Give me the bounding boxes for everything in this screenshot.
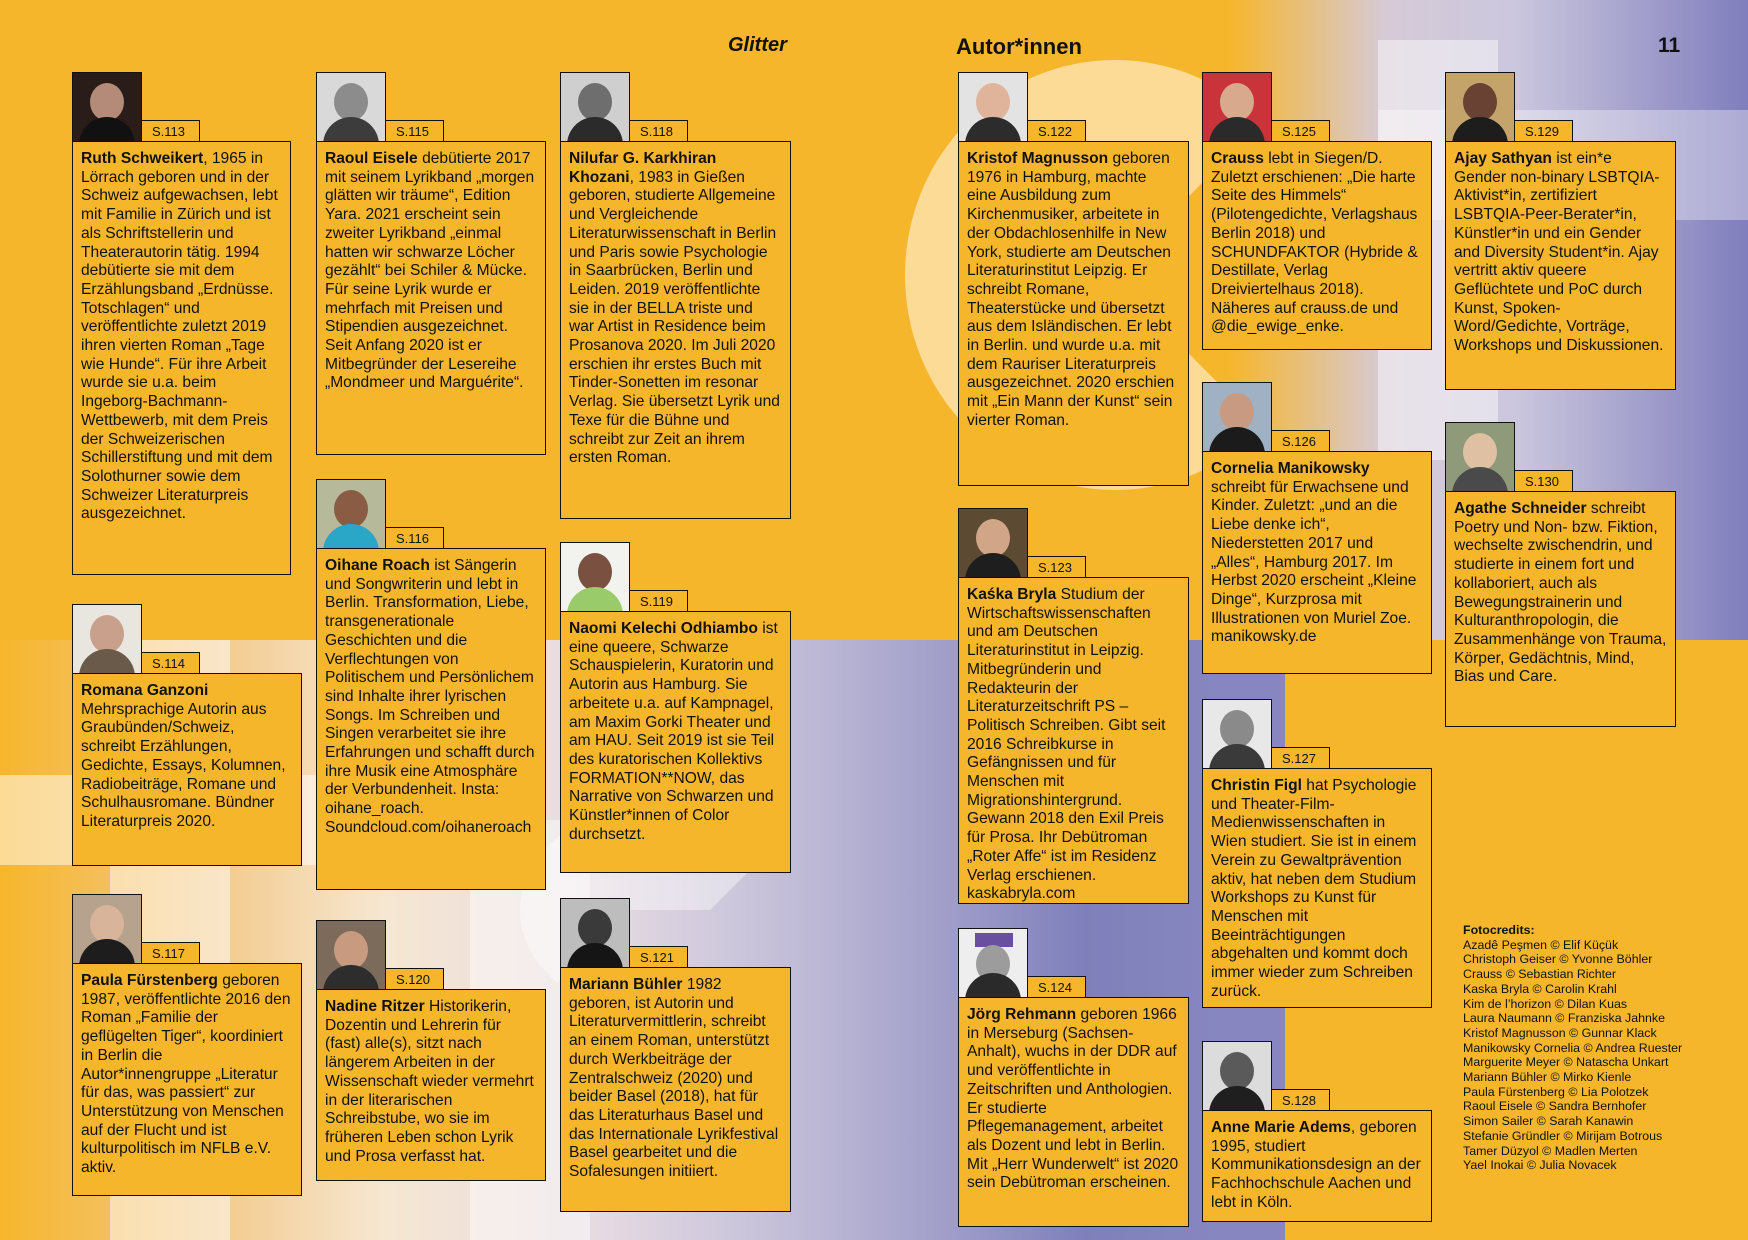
page-number: 11 [1658, 34, 1681, 57]
author-bio: schreibt Poetry und Non- bzw. Fiktion, wechselte zwischendrin, und studierte in einem fort und kollaboriert, auch als Bewegungstrainerin und Kulturanthropologin, die Zusammenhänge von Trauma, Körper, Gedächtnis, Mind, Bias und Care. [1454, 500, 1667, 686]
author-name: Agathe Schneider [1454, 500, 1587, 517]
author-photo [316, 920, 386, 990]
page-reference: S.124 [1028, 976, 1086, 997]
author-bio: Historikerin, Dozentin und Lehrerin für (fast) alle(s), sitzt nach längerem Arbeiten in der Wissenschaft wieder vermehrt in der literarischen Schreibstube, wo sie im früheren Leben schon Lyrik und Prosa verfasst hat. [325, 998, 534, 1165]
author-photo [560, 542, 630, 612]
author-bio: ist ein*e Gender non-binary LSBTQIA-Aktivist*in, zertifiziert LSBTQIA-Peer-Berater*in, Künstler*in und ein Gender and Diversity Student*in. Ajay vertritt aktiv queere Geflüchtete und PoC durch Kunst, Spoken-Word/Gedichte, Vorträge, Workshops und Diskussionen. [1454, 150, 1664, 355]
page-reference: S.114 [142, 652, 200, 673]
page-reference: S.122 [1028, 120, 1086, 141]
author-card [72, 141, 291, 575]
page-reference: S.126 [1272, 430, 1330, 451]
credit-line: Raoul Eisele © Sandra Bernhofer [1463, 1099, 1647, 1114]
author-bio: geboren 1987, veröffentlichte 2016 den Roman „Familie der geflügelten Tiger“, koordiniert in Berlin die Autor*innengruppe „Literatur für das, was passiert“ zur Unterstützung von Menschen auf der Flucht und ist kulturpolitisch im NFLB e.V. aktiv. [81, 972, 291, 1177]
author-name: Oihane Roach [325, 557, 430, 574]
author-photo [72, 894, 142, 964]
author-bio: schreibt für Erwachsene und Kinder. Zuletzt: „und an die Liebe denke ich“, Niederstetten 2017 und „Alles“, Hamburg 2017. Im Herbst 2020 erscheint „Kleine Dinge“, Kurzprosa mit Illustrationen von Muriel Zoe. manikowsky.de [1211, 478, 1417, 646]
author-name: Kaśka Bryla [967, 586, 1057, 603]
credit-line: Yael Inokai © Julia Novacek [1463, 1158, 1617, 1173]
author-name: Christin Figl [1211, 777, 1302, 794]
credit-line: Manikowsky Cornelia © Andrea Ruester [1463, 1040, 1683, 1055]
page-reference: S.129 [1515, 120, 1573, 141]
page-reference: S.127 [1272, 747, 1330, 768]
author-bio: , 1965 in Lörrach geboren und in der Schweiz aufgewachsen, lebt mit Familie in Zürich und ist als Schriftstellerin und Theaterautorin tätig. 1994 debütierte sie mit dem Erzählungsband „Erdnüsse. Totschlagen“ und veröffentlichte zuletzt 2019 ihren vierten Roman „Tage wie Hunde“. Für ihre Arbeit wurde sie u.a. beim Ingeborg-Bachmann-Wettbewerb, mit dem Preis der Schweizerischen Schillerstiftung und mit dem Solothurner sowie dem Schweizer Literaturpreis ausgezeichnet. [81, 150, 278, 523]
author-card [560, 967, 791, 1212]
author-photo [560, 72, 630, 142]
credit-line: Crauss © Sebastian Richter [1463, 967, 1617, 982]
page-reference: S.125 [1272, 120, 1330, 141]
photo-credits-title: Fotocredits: [1463, 923, 1535, 937]
author-card [560, 611, 791, 873]
author-name: Ruth Schweikert [81, 150, 204, 167]
author-bio: ist eine queere, Schwarze Schauspielerin, Kuratorin und Autorin aus Hamburg. Sie arbeitete u.a. auf Kampnagel, am Maxim Gorki Theater und am HAU. Seit 2019 ist sie Teil des kuratorischen Kollektivs FORMATION**NOW, das Narrative von Schwarzen und Künstler*innen of Color durchsetzt. [569, 620, 778, 843]
author-card [958, 141, 1189, 486]
author-card [72, 673, 302, 866]
author-name: Kristof Magnusson [967, 150, 1109, 167]
author-bio: geboren 1966 in Merseburg (Sachsen-Anhalt), wuchs in der DDR auf und veröffentlichte in Zeitschriften und Anthologien. Er studierte Pflegemanagement, arbeitet als Dozent und lebt in Berlin. Mit „Herr Wunderwelt“ ist 2020 sein Debütroman erscheinen. [967, 1006, 1179, 1192]
credit-line: Kristof Magnusson © Gunnar Klack [1463, 1025, 1657, 1040]
author-card [1202, 451, 1432, 674]
author-bio: hat Psychologie und Theater-Film-Medienwissenschaften in Wien studiert. Sie ist in einem Verein zu Gewaltprävention aktiv, hat neben dem Studium Workshops zu Kunst für Menschen mit Beeinträchtigungen abgehalten und kommt doch immer wieder zum Schreiben zurück. [1211, 777, 1417, 1000]
author-card [958, 997, 1189, 1227]
author-photo [1202, 699, 1272, 769]
credit-line: Marguerite Meyer © Natascha Unkart [1463, 1055, 1669, 1070]
credit-line: Kim de l’horizon © Dilan Kuas [1463, 996, 1628, 1011]
author-card [316, 989, 546, 1181]
page-reference: S.128 [1272, 1089, 1330, 1110]
author-bio: , 1983 in Gießen geboren, studierte Allgemeine und Vergleichende Literaturwissenschaft in Berlin und Paris sowie Psychologie in Saarbrücken, Berlin und Leiden. 2019 veröffentlichte sie in der BELLA triste und war Artist in Residence beim Prosanova 2020. Im Juli 2020 erschien ihr erstes Buch mit Tinder-Sonetten im resonar Verlag. Sie übersetzt Lyrik und Texe für die Bühne und schreibt zur Zeit an ihrem ersten Roman. [569, 168, 780, 467]
author-card [1445, 141, 1676, 390]
author-name: Raoul Eisele [325, 150, 418, 167]
page-reference: S.118 [630, 120, 688, 141]
author-bio: , geboren 1995, studiert Kommunikationsdesign an der Fachhochschule Aachen und lebt in Köln. [1211, 1119, 1421, 1211]
author-bio: debütierte 2017 mit seinem Lyrikband „morgen glätten wir träume“, Edition Yara. 2021 erscheint sein zweiter Lyrikband „einmal hatten wir schwarze Löcher gezählt“ bei Schiler & Mücke. Für seine Lyrik wurde er mehrfach mit Preisen und Stipendien ausgezeichnet. Seit Anfang 2020 ist er Mitbegründer der Lesereihe „Mondmeer und Marguérite“. [325, 150, 535, 392]
author-photo [72, 72, 142, 142]
author-card [1202, 768, 1432, 1008]
credit-line: Stefanie Gründler © Mirijam Botrous [1463, 1128, 1663, 1143]
credit-line: Christoph Geiser © Yvonne Böhler [1463, 952, 1653, 967]
author-name: Mariann Bühler [569, 976, 683, 993]
author-name: Jörg Rehmann [967, 1006, 1077, 1023]
author-photo [958, 928, 1028, 998]
author-name: Naomi Kelechi Odhiambo [569, 620, 758, 637]
author-card [316, 141, 546, 455]
author-photo [560, 898, 630, 968]
author-card [72, 963, 302, 1196]
author-photo [1445, 72, 1515, 142]
author-name: Cornelia Manikowsky [1211, 460, 1370, 477]
credit-line: Tamer Düzyol © Madlen Merten [1463, 1143, 1638, 1158]
author-bio: Studium der Wirtschaftswissenschaften und am Deutschen Literaturinstitut in Leipzig. Mitbegründerin und Redakteurin der Literaturzeitschrift PS – Politisch Schreiben. Gibt seit 2016 Schreibkurse in Gefängnissen und für Menschen mit Migrationshintergrund. Gewann 2018 den Exil Preis für Prosa. Ihr Debütroman „Roter Affe“ ist im Residenz Verlag erschienen. kaskabryla.com [967, 586, 1166, 903]
author-bio: Mehrsprachige Autorin aus Graubünden/Schweiz, schreibt Erzählungen, Gedichte, Essays, Kolumnen, Radiobeiträge, Romane und Schulhausromane. Bündner Literaturpreis 2020. [81, 700, 286, 830]
author-card [1202, 141, 1432, 350]
author-photo [316, 479, 386, 549]
page-reference: S.113 [142, 120, 200, 141]
author-photo [958, 72, 1028, 142]
credit-line: Kaska Bryla © Carolin Krahl [1463, 981, 1617, 996]
author-photo [1202, 72, 1272, 142]
credit-line: Azadê Peşmen © Elif Küçük [1463, 937, 1619, 952]
photo-credits [1463, 923, 1733, 1173]
page-reference: S.120 [386, 968, 444, 989]
author-name: Nilufar G. Karkhiran Khozani [569, 150, 717, 186]
page-reference: S.116 [386, 527, 444, 548]
author-name: Crauss [1211, 150, 1264, 167]
author-name: Romana Ganzoni [81, 682, 209, 699]
author-photo [1202, 382, 1272, 452]
author-photo [1202, 1041, 1272, 1111]
credit-line: Laura Naumann © Franziska Jahnke [1463, 1011, 1665, 1026]
author-photo [958, 508, 1028, 578]
author-name: Nadine Ritzer [325, 998, 425, 1015]
author-card [316, 548, 546, 890]
magazine-name: Glitter [728, 34, 787, 56]
section-title: Autor*innen [956, 34, 1082, 59]
credit-line: Mariann Bühler © Mirko Kienle [1463, 1070, 1632, 1085]
page-reference: S.115 [386, 120, 444, 141]
author-name: Ajay Sathyan [1454, 150, 1552, 167]
credit-line: Paula Fürstenberg © Lia Polotzek [1463, 1084, 1649, 1099]
page-reference: S.119 [630, 590, 688, 611]
author-card [560, 141, 791, 519]
author-bio: ist Sängerin und Songwriterin und lebt in Berlin. Transformation, Liebe, transgenerationale Geschichten und die Verflechtungen von Politischem und Persönlichem sind Inhalte ihrer lyrischen Songs. Im Schreiben und Singen verarbeitet sie ihre Erfahrungen und schafft durch ihre Musik eine Atmosphäre der Verbundenheit. Insta: oihane_roach. Soundcloud.com/oihaneroach [325, 557, 535, 836]
author-bio: lebt in Siegen/D. Zuletzt erschienen: „Die harte Seite des Himmels“ (Pilotengedichte, Verlagshaus Berlin 2018) und SCHUNDFAKTOR (Hybride & Destillate, Verlag Dreiviertelhaus 2018). Näheres auf crauss.de und @die_ewige_enke. [1211, 150, 1418, 336]
author-card [1202, 1110, 1432, 1222]
author-photo [316, 72, 386, 142]
author-name: Anne Marie Adems [1211, 1119, 1351, 1136]
author-photo [1445, 422, 1515, 492]
author-card [958, 577, 1189, 904]
author-bio: 1982 geboren, ist Autorin und Literaturvermittlerin, schreibt an einem Roman, unterstützt durch Werkbeiträge der Zentralschweiz (2020) und beider Basel (2018), hat für das Literaturhaus Basel und das Internationale Lyrikfestival Basel gearbeitet und die Sofalesungen initiiert. [569, 976, 779, 1181]
author-photo [72, 604, 142, 674]
page-reference: S.123 [1028, 556, 1086, 577]
page-reference: S.130 [1515, 470, 1573, 491]
author-bio: geboren 1976 in Hamburg, machte eine Ausbildung zum Kirchenmusiker, arbeitete in der Obdachlosenhilfe in New York, studierte am Deutschen Literaturinstitut Leipzig. Er schreibt Romane, Theaterstücke und übersetzt aus dem Isländischen. Er lebt in Berlin. und wurde u.a. mit dem Rauriser Literaturpreis ausgezeichnet. 2020 erschien mit „Ein Mann der Kunst“ sein vierter Roman. [967, 150, 1175, 429]
page-reference: S.117 [142, 942, 200, 963]
author-name: Paula Fürstenberg [81, 972, 218, 989]
credit-line: Simon Sailer © Sarah Kanawin [1463, 1114, 1634, 1129]
page-reference: S.121 [630, 946, 688, 967]
author-card [1445, 491, 1676, 727]
